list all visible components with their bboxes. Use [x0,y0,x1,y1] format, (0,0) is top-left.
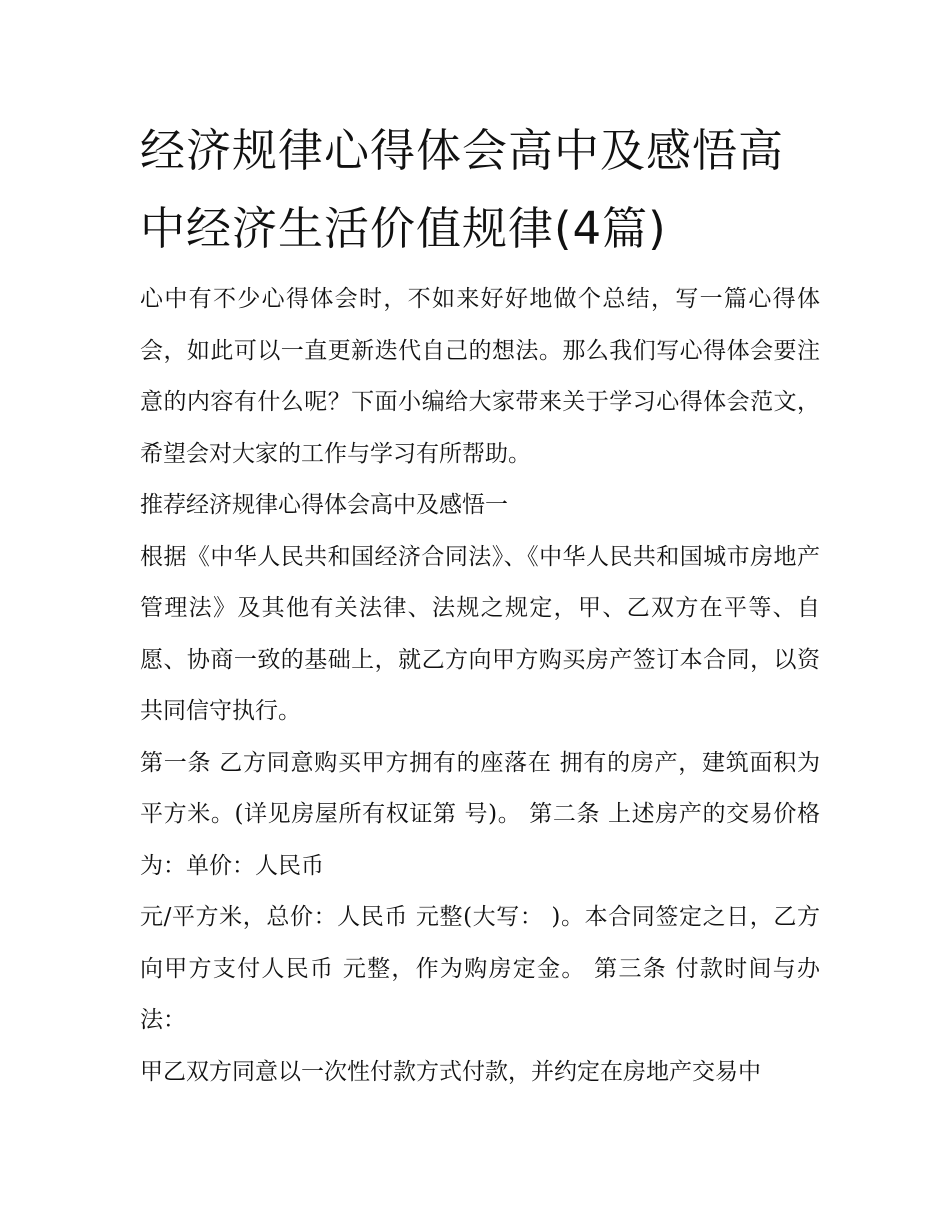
contract-preamble-paragraph: 根据《中华人民共和国经济合同法》、《中华人民共和国城市房地产管理法》及其他有关法律、法规之规定，甲、乙双方在平等、自愿、协商一致的基础上，就乙方向甲方购买房产签订本合同，以资共同信守执行。 [140,543,820,724]
intro-paragraph: 心中有不少心得体会时，不如来好好地做个总结，写一篇心得体会，如此可以一直更新迭代自己的想法。那么我们写心得体会要注意的内容有什么呢？下面小编给大家带来关于学习心得体会范文，希望会对大家的工作与学习有所帮助。 [140,286,820,467]
section-heading: 推荐经济规律心得体会高中及感悟一 [140,492,508,518]
payment-paragraph: 甲乙双方同意以一次性付款方式付款，并约定在房地产交易中 [140,1058,761,1085]
article-one-paragraph: 第一条 乙方同意购买甲方拥有的座落在 拥有的房产，建筑面积为 平方米。(详见房屋所有权证第 号)。 第二条 上述房产的交易价格为：单价：人民币 [140,749,820,879]
price-paragraph: 元/平方米，总价：人民币 元整(大写： )。本合同签定之日，乙方向甲方支付人民币 元整，作为购房定金。 第三条 付款时间与办法： [140,904,820,1033]
document-title: 经济规律心得体会高中及感悟高中经济生活价值规律(4篇) [140,124,785,255]
document-body [140,112,820,1098]
